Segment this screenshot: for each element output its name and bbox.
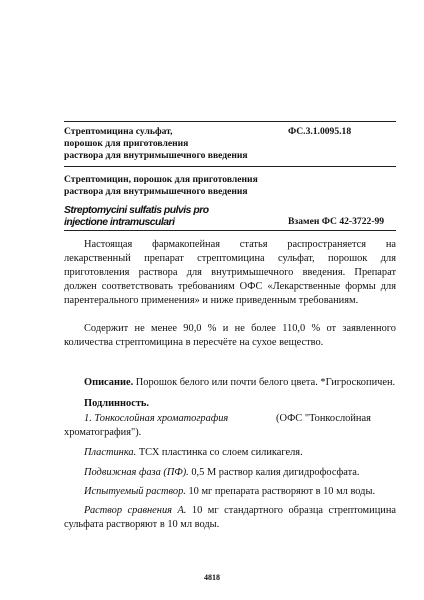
reference-solution-text: 10 мг стандартного образца стрептомицина сульфата растворяют в 10 мл воды. <box>64 505 396 530</box>
page-number: 4818 <box>204 573 220 582</box>
content-paragraph: Содержит не менее 90,0 % и не более 110,0 % от заявленного количества стрептомицина в пересчёте на сухое вещество. <box>64 323 396 348</box>
alt-title-line-2: раствора для внутримышечного введения <box>64 186 248 197</box>
header-top-rule <box>64 121 396 122</box>
tlc-reference-cont: хроматография"). <box>64 427 142 438</box>
tlc-line <box>84 412 396 426</box>
alt-title <box>64 174 258 198</box>
description-paragraph <box>84 376 395 390</box>
header-mid-rule <box>64 166 396 167</box>
title-ru-line-3: раствора для внутримышечного введения <box>64 150 248 161</box>
replaces-note: Взамен ФС 42-3722-99 <box>288 216 385 227</box>
test-solution-line <box>84 485 375 499</box>
title-ru-line-2: порошок для приготовления <box>64 138 189 149</box>
plate-line <box>84 446 303 460</box>
reference-solution-paragraph <box>64 504 396 532</box>
latin-title-line-2: injectione intramusculari <box>64 217 175 228</box>
tlc-reference: (ОФС "Тонкослойная <box>276 413 371 424</box>
test-solution-text: 10 мг препарата растворяют в 10 мл воды. <box>185 486 376 497</box>
intro-paragraph: Настоящая фармакопейная статья распространяется на лекарственный препарат стрептомицина сульфат, порошок для приготовления раствора для внутримышечного введения. Препарат должен соответствовать требованиям ОФС «Лекарственные формы для парентерального применения» и ниже приведенным требованиям. <box>64 239 396 306</box>
latin-title <box>64 205 209 229</box>
mobile-phase-label: Подвижная фаза (ПФ). <box>84 467 189 478</box>
mobile-phase-line <box>84 466 360 480</box>
plate-text: ТСХ пластинка со слоем силикагеля. <box>136 447 303 458</box>
title-ru <box>64 126 248 162</box>
latin-title-line-1: Streptomycini sulfatis pulvis pro <box>64 205 209 216</box>
monograph-code: ФС.3.1.0095.18 <box>288 126 352 137</box>
reference-solution-label: Раствор сравнения А. <box>84 505 187 516</box>
authenticity-heading: Подлинность. <box>84 398 150 409</box>
title-ru-line-1: Стрептомицина сульфат, <box>64 126 173 137</box>
header-bottom-rule <box>64 230 396 231</box>
alt-title-line-1: Стрептомицин, порошок для приготовления <box>64 174 258 185</box>
test-solution-label: Испытуемый раствор. <box>84 486 186 497</box>
mobile-phase-text: 0,5 М раствор калия дигидрофосфата. <box>188 467 360 478</box>
description-label: Описание. <box>84 377 134 388</box>
description-text: Порошок белого или почти белого цвета. *Гигроскопичен. <box>133 377 396 388</box>
tlc-label: 1. Тонкослойная хроматография <box>84 413 229 424</box>
plate-label: Пластинка. <box>84 447 137 458</box>
